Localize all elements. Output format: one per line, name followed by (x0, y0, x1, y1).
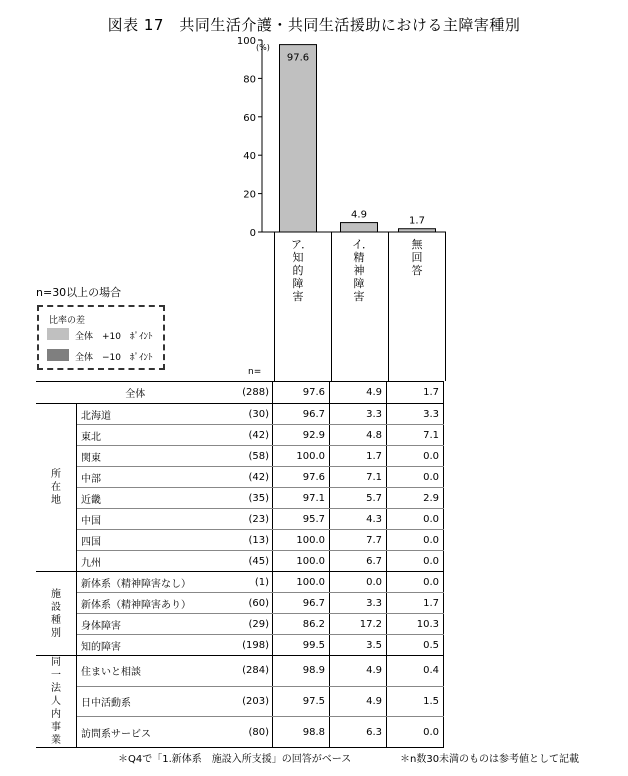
row-n: (13) (235, 530, 273, 551)
row-label: 中部 (77, 467, 235, 488)
table-row (36, 467, 444, 488)
cell-value: 4.9 (330, 382, 387, 404)
cell-value: 4.9 (330, 656, 387, 687)
table-row (36, 717, 444, 748)
table-row-total (36, 382, 444, 404)
category-header: 無回答 (411, 238, 423, 277)
cell-value: 0.5 (387, 635, 444, 656)
cell-value: 0.0 (387, 717, 444, 748)
group-label (36, 572, 77, 656)
row-n: (1) (235, 572, 273, 593)
legend-title: 比率の差 (49, 316, 86, 326)
table-row (36, 530, 444, 551)
row-label: 近畿 (77, 488, 235, 509)
cell-value: 0.0 (387, 530, 444, 551)
unit-label: (%) (256, 43, 270, 52)
cell-value: 7.1 (330, 467, 387, 488)
header-col-line (445, 232, 446, 381)
table-row (36, 488, 444, 509)
page-title: 図表 17 共同生活介護・共同生活援助における主障害種別 (107, 16, 521, 34)
category-header: ア．知的障害 (291, 238, 313, 303)
row-n: (203) (235, 686, 273, 717)
cell-value: 95.7 (273, 509, 330, 530)
cell-value: 1.5 (387, 686, 444, 717)
row-n: (29) (235, 614, 273, 635)
y-tick-label: 20 (243, 189, 256, 201)
bar (341, 223, 378, 232)
row-n: (23) (235, 509, 273, 530)
table-row (36, 656, 444, 687)
cell-value: 3.3 (330, 404, 387, 425)
row-label: 関東 (77, 446, 235, 467)
cell-value: 98.9 (273, 656, 330, 687)
bar (280, 45, 317, 232)
row-n: (60) (235, 593, 273, 614)
cell-value: 96.7 (273, 593, 330, 614)
table-row (36, 509, 444, 530)
cell-value: 4.8 (330, 425, 387, 446)
footnote-base: ＊Q4で「1.新体系 施設入所支援」の回答がベース (118, 754, 352, 765)
row-label: 新体系（精神障害あり） (77, 593, 235, 614)
cell-value: 6.7 (330, 551, 387, 572)
cell-value: 0.4 (387, 656, 444, 687)
condition-label: n=30以上の場合 (36, 286, 122, 299)
row-label: 四国 (77, 530, 235, 551)
row-label: 知的障害 (77, 635, 235, 656)
cell-value: 98.8 (273, 717, 330, 748)
bar-value-label: 1.7 (409, 215, 425, 227)
cell-value: 1.7 (387, 382, 444, 404)
cell-value: 0.0 (330, 572, 387, 593)
row-n: (80) (235, 717, 273, 748)
cell-value: 97.1 (273, 488, 330, 509)
row-n: (30) (235, 404, 273, 425)
row-n: (58) (235, 446, 273, 467)
cell-value: 0.0 (387, 467, 444, 488)
row-label: 訪問系サービス (77, 717, 235, 748)
row-label: 北海道 (77, 404, 235, 425)
row-label: 身体障害 (77, 614, 235, 635)
cell-value: 17.2 (330, 614, 387, 635)
group-label-text: 所在地 (51, 469, 61, 506)
cell-value: 1.7 (330, 446, 387, 467)
cell-value: 0.0 (387, 572, 444, 593)
cell-value: 5.7 (330, 488, 387, 509)
table-row (36, 686, 444, 717)
cell-value: 0.0 (387, 551, 444, 572)
bar-chart (0, 0, 628, 260)
cell-value: 96.7 (273, 404, 330, 425)
table-row (36, 404, 444, 425)
cell-value: 99.5 (273, 635, 330, 656)
bar (399, 229, 436, 232)
row-n: (35) (235, 488, 273, 509)
cell-value: 97.6 (273, 382, 330, 404)
row-n: (42) (235, 467, 273, 488)
legend-swatch-minus (47, 349, 69, 361)
table-row (36, 551, 444, 572)
legend-label-minus: 全体 −10 ﾎﾟｲﾝﾄ (75, 353, 153, 363)
bar-value-label: 4.9 (351, 209, 367, 221)
cell-value: 7.1 (387, 425, 444, 446)
table-row (36, 572, 444, 593)
row-n: (284) (235, 656, 273, 687)
table-row (36, 635, 444, 656)
cell-value: 4.9 (330, 686, 387, 717)
table-row (36, 593, 444, 614)
header-col-line (274, 232, 275, 381)
n-label: n= (248, 367, 262, 377)
cell-value: 0.0 (387, 446, 444, 467)
legend (37, 305, 165, 370)
cell-value: 100.0 (273, 530, 330, 551)
y-tick-label: 60 (243, 112, 256, 124)
cell-value: 3.5 (330, 635, 387, 656)
group-label (36, 656, 77, 748)
cell-value: 100.0 (273, 446, 330, 467)
row-label: 九州 (77, 551, 235, 572)
row-n: (288) (235, 382, 273, 404)
row-label: 東北 (77, 425, 235, 446)
y-tick-label: 0 (249, 228, 256, 239)
bar-value-label: 97.6 (286, 52, 310, 64)
cell-value: 1.7 (387, 593, 444, 614)
legend-label-plus: 全体 +10 ﾎﾟｲﾝﾄ (75, 332, 153, 342)
cell-value: 3.3 (330, 593, 387, 614)
cell-value: 10.3 (387, 614, 444, 635)
y-tick-label: 100 (236, 36, 256, 47)
cell-value: 100.0 (273, 551, 330, 572)
row-label: 全体 (36, 382, 235, 404)
legend-swatch-plus (47, 328, 69, 340)
row-n: (45) (235, 551, 273, 572)
category-header: イ．精神障害 (352, 238, 374, 303)
footnote-reference: ＊n数30未満のものは参考値として記載 (400, 754, 580, 765)
cell-value: 97.6 (273, 467, 330, 488)
cell-value: 92.9 (273, 425, 330, 446)
row-n: (198) (235, 635, 273, 656)
cell-value: 2.9 (387, 488, 444, 509)
data-table (36, 381, 444, 748)
header-col-line (388, 232, 389, 381)
y-tick-label: 40 (243, 151, 256, 163)
cell-value: 86.2 (273, 614, 330, 635)
y-tick-label: 80 (243, 74, 256, 86)
cell-value: 3.3 (387, 404, 444, 425)
group-label-text: 同一法人内事業 (51, 657, 61, 746)
table-row (36, 446, 444, 467)
row-label: 新体系（精神障害なし） (77, 572, 235, 593)
cell-value: 4.3 (330, 509, 387, 530)
cell-value: 97.5 (273, 686, 330, 717)
row-n: (42) (235, 425, 273, 446)
cell-value: 0.0 (387, 509, 444, 530)
cell-value: 100.0 (273, 572, 330, 593)
row-label: 住まいと相談 (77, 656, 235, 687)
cell-value: 7.7 (330, 530, 387, 551)
header-col-line (331, 232, 332, 381)
row-label: 中国 (77, 509, 235, 530)
group-label-text: 施設種別 (51, 588, 61, 639)
table-row (36, 614, 444, 635)
row-label: 日中活動系 (77, 686, 235, 717)
table-row (36, 425, 444, 446)
cell-value: 6.3 (330, 717, 387, 748)
group-label (36, 404, 77, 572)
